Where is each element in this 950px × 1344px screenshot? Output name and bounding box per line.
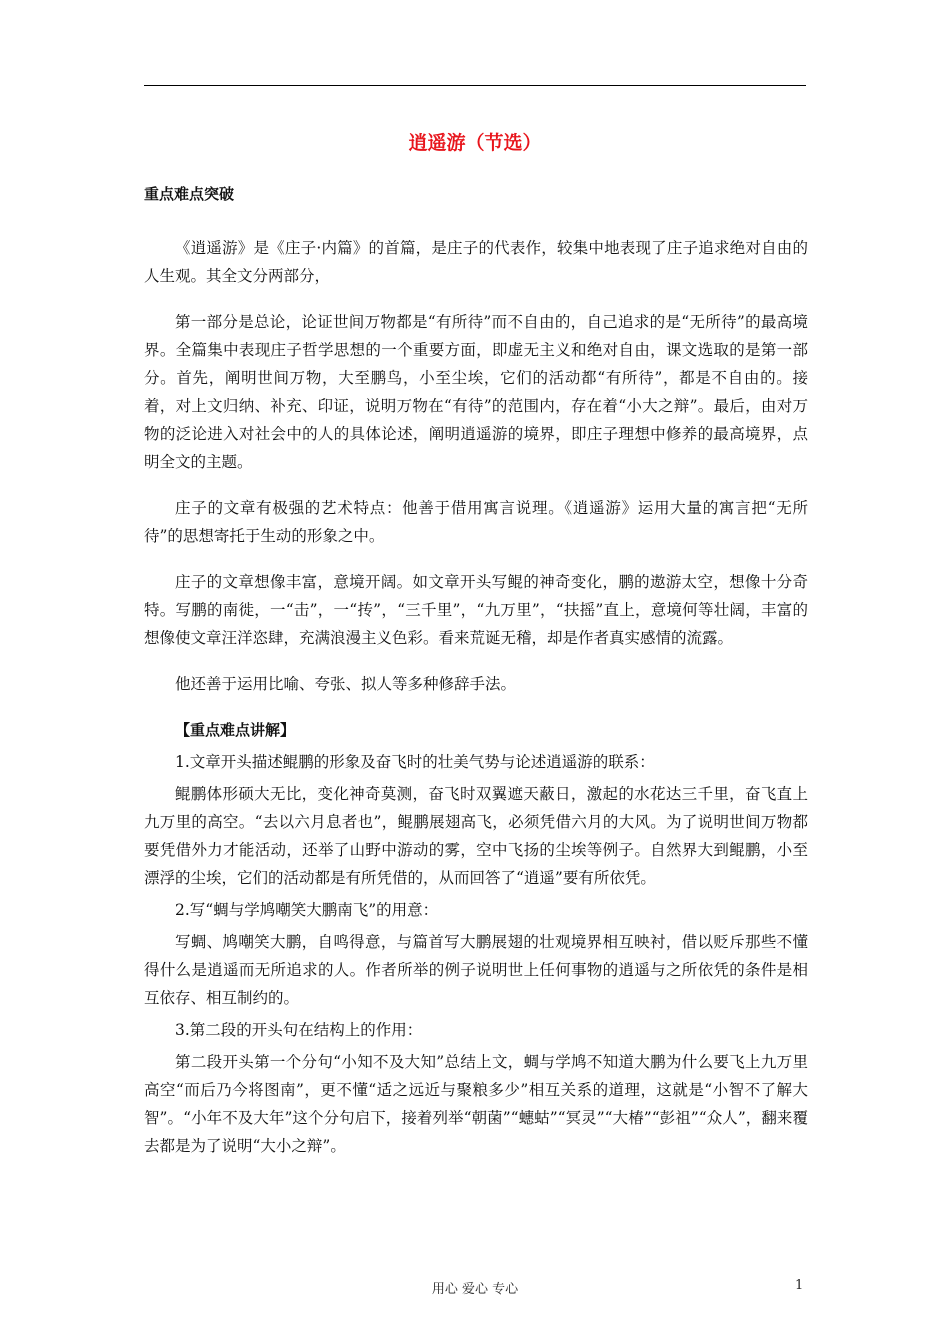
paragraph-intro: 《逍遥游》是《庄子·内篇》的首篇，是庄子的代表作，较集中地表现了庄子追求绝对自由的人生观。其全文分两部分， [144,239,808,285]
answer-1: 鲲鹏体形硕大无比，变化神奇莫测，奋飞时双翼遮天蔽日，激起的水花达三千里，奋飞直上九万里的高空。“去以六月息者也”，鲲鹏展翅高飞，必须凭借六月的大风。为了说明世间万物都要凭借外力才能活动，还举了山野中游动的雾，空中飞扬的尘埃等例子。自然界大到鲲鹏，小至漂浮的尘埃，它们的活动都是有所凭借的，从而回答了“逍遥”要有所依凭。 [144,785,808,887]
answer-3: 第二段开头第一个分句“小知不及大知”总结上文，蜩与学鸠不知道大鹏为什么要飞上九万里高空“而后乃今将图南”，更不懂“适之远近与聚粮多少”相互关系的道理，这就是“小智不了解大智”。“小年不及大年”这个分句启下，接着列举“朝菌”“蟪蛄”“冥灵”“大椿”“彭祖”“众人”，翻来覆去都是为了说明“大小之辩”。 [144,1053,808,1155]
section-heading: 重点难点突破 [144,185,235,203]
document-title: 逍遥游（节选） [408,132,542,154]
question-3: 3.第二段的开头句在结构上的作用： [175,1021,423,1039]
header-rule [144,85,806,86]
document-body [144,180,808,1160]
paragraph-imagination: 庄子的文章想像丰富，意境开阔。如文章开头写鲲的神奇变化，鹏的遨游太空，想像十分奇特。写鹏的南徙，一“击”，一“抟”，“三千里”，“九万里”，“扶摇”直上，意境何等壮阔，丰富的想像使文章汪洋恣肆，充满浪漫主义色彩。看来荒诞无稽，却是作者真实感情的流露。 [144,573,808,647]
paragraph-rhetoric: 他还善于运用比喻、夸张、拟人等多种修辞手法。 [175,675,517,693]
paragraph-art-features: 庄子的文章有极强的艺术特点：他善于借用寓言说理。《逍遥游》运用大量的寓言把“无所待”的思想寄托于生动的形象之中。 [144,499,808,545]
page-number: 1 [795,1278,804,1293]
question-2: 2.写“蜩与学鸠嘲笑大鹏南飞”的用意： [175,901,439,919]
footer-text: 用心 爱心 专心 [431,1282,519,1297]
explain-heading: 【重点难点讲解】 [175,721,296,739]
paragraph-part-one: 第一部分是总论，论证世间万物都是“有所待”而不自由的，自己追求的是“无所待”的最高境界。全篇集中表现庄子哲学思想的一个重要方面，即虚无主义和绝对自由，课文选取的是第一部分。首先，阐明世间万物，大至鹏鸟，小至尘埃，它们的活动都“有所待”，都是不自由的。接着，对上文归纳、补充、印证，说明万物在“有待”的范围内，存在着“小大之辩”。最后，由对万物的泛论进入对社会中的人的具体论述，阐明逍遥游的境界，即庄子理想中修养的最高境界，点明全文的主题。 [144,313,808,471]
question-1: 1.文章开头描述鲲鹏的形象及奋飞时的壮美气势与论述逍遥游的联系： [175,753,655,771]
answer-2: 写蜩、鸠嘲笑大鹏，自鸣得意，与篇首写大鹏展翅的壮观境界相互映衬，借以贬斥那些不懂得什么是逍遥而无所追求的人。作者所举的例子说明世上任何事物的逍遥与之所依凭的条件是相互依存、相互制约的。 [144,933,808,1007]
